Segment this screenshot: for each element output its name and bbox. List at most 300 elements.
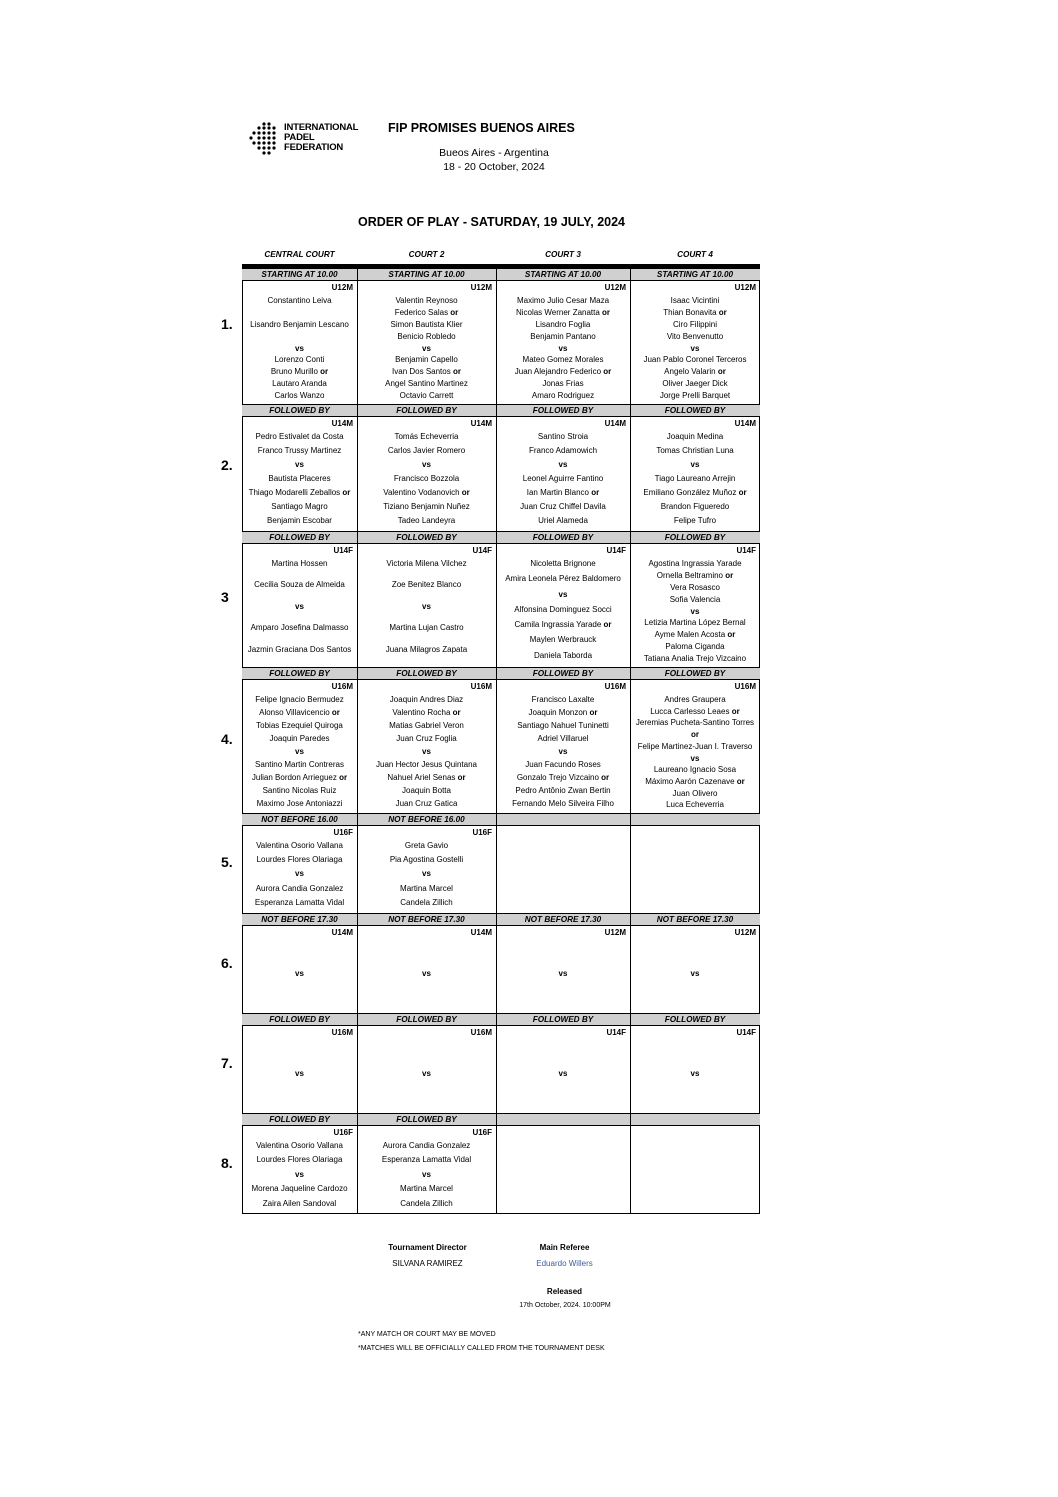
- player-name: Brandon Figueredo: [660, 502, 730, 511]
- player-name: Zoe Benitez Blanco: [391, 580, 462, 590]
- player-name: Tobias Ezequiel Quiroga: [256, 721, 343, 730]
- or-label: or: [342, 488, 351, 497]
- player-name: Aurora Candia Gonzalez: [382, 1141, 471, 1150]
- player-name: Joaquin Andres Diaz: [389, 695, 464, 704]
- player-name: Lucca Carlesso Leaes or: [650, 706, 740, 716]
- player-name: Francisco Bozzola: [393, 474, 460, 483]
- match-category: U14M: [470, 928, 492, 937]
- match-cell: [630, 431, 760, 529]
- player-name: Cecilia Souza de Almeida: [254, 580, 345, 590]
- player-name: Zaira Ailen Sandoval: [262, 1198, 337, 1208]
- player-name: Tomas Christian Luna: [656, 446, 734, 455]
- match-category: U16M: [331, 682, 353, 691]
- versus-label: vs: [422, 968, 431, 978]
- or-label: or: [452, 367, 461, 377]
- director-name: SILVANA RAMIREZ: [392, 1259, 463, 1268]
- player-name: Valentina Osorio Vallana: [256, 841, 343, 850]
- player-name: or: [691, 730, 699, 740]
- player-name: Tatiana Analia Trejo Vizcaino: [643, 654, 747, 664]
- match-cell: [242, 1040, 357, 1111]
- player-name: Greta Gavio: [404, 841, 449, 850]
- or-label: or: [601, 773, 610, 782]
- player-name: Luca Echeverria: [666, 800, 724, 810]
- player-name: Carlos Javier Romero: [387, 446, 466, 455]
- slot-band-row: [242, 667, 760, 680]
- versus-label: vs: [422, 747, 431, 756]
- player-name: Benjamin Escobar: [267, 516, 332, 525]
- match-category: U14F: [606, 546, 626, 555]
- versus-label: vs: [690, 343, 700, 353]
- tournament-location-block: [380, 146, 608, 174]
- player-name: Ayme Malen Acosta or: [654, 630, 736, 640]
- slot-start-label: FOLLOWED BY: [269, 1015, 330, 1024]
- match-cell: [496, 431, 630, 529]
- slot-start-label: NOT BEFORE 16.00: [388, 815, 465, 824]
- player-name: Maximo Jose Antoniazzi: [256, 799, 343, 808]
- versus-label: vs: [690, 968, 700, 978]
- player-name: Lisandro Foglia: [535, 319, 591, 329]
- player-name: Constantino Leiva: [267, 296, 332, 305]
- slot-number: 5.: [221, 854, 233, 870]
- player-name: Letizia Martina López Bernal: [644, 618, 746, 628]
- slot-number: 1.: [221, 316, 233, 332]
- match-cell: [357, 558, 496, 665]
- logo-line: PADEL: [284, 132, 315, 143]
- or-label: or: [603, 620, 612, 630]
- player-name: Esperanza Lamatta Vidal: [381, 1155, 472, 1165]
- versus-label: vs: [558, 1068, 568, 1078]
- match-category: U16F: [472, 1128, 492, 1137]
- referee-name: Eduardo Willers: [536, 1259, 593, 1268]
- slot-start-label: FOLLOWED BY: [532, 1015, 594, 1024]
- player-name: Juan Cruz Gatica: [395, 799, 458, 808]
- match-category: U12M: [604, 283, 626, 292]
- released-value: 17th October, 2024. 10:00PM: [519, 1302, 611, 1309]
- match-category: U14M: [331, 419, 353, 428]
- match-cell: [630, 1140, 760, 1212]
- player-name: Martina Hossen: [271, 559, 328, 568]
- or-label: or: [725, 570, 734, 580]
- match-cell: [496, 558, 630, 665]
- footer-note-2: *MATCHES WILL BE OFFICIALLY CALLED FROM THE TOURNAMENT DESK: [358, 1345, 605, 1352]
- match-cell: [630, 1040, 760, 1111]
- or-label: or: [603, 367, 612, 377]
- match-cell: [630, 840, 760, 911]
- player-name: Julian Bordon Arrieguez or: [251, 773, 348, 782]
- player-name: Santino Nicolas Ruiz: [262, 786, 337, 795]
- player-name: Lisandro Benjamin Lescano: [250, 319, 349, 329]
- slot-start-label: FOLLOWED BY: [664, 533, 726, 542]
- or-label: or: [320, 367, 329, 377]
- or-label: or: [718, 307, 727, 317]
- player-name: Agostina Ingrassia Yarade: [648, 559, 742, 568]
- player-name: Juana Milagros Zapata: [385, 644, 468, 654]
- player-name: Fernando Melo Silveira Filho: [512, 799, 614, 808]
- match-category: U12M: [604, 928, 626, 937]
- match-cell: [357, 940, 496, 1011]
- slot-band-row: [242, 268, 760, 281]
- slot-band-row: [242, 1013, 760, 1026]
- player-name: Valentino Vodanovich or: [383, 488, 470, 497]
- match-category: U12M: [734, 928, 756, 937]
- match-cell: [496, 295, 630, 402]
- player-name: Felipe Martinez-Juan I. Traverso: [637, 741, 753, 751]
- slot-band-row: [242, 813, 760, 826]
- slot-start-label: [630, 814, 760, 825]
- match-cell: [357, 694, 496, 811]
- referee-label: Main Referee: [539, 1243, 590, 1252]
- player-name: Joaquin Monzon or: [528, 708, 598, 717]
- player-name: Candela Zillich: [400, 1198, 453, 1208]
- player-name: Benicio Robledo: [397, 331, 456, 341]
- slot-start-label: FOLLOWED BY: [269, 1115, 330, 1124]
- match-cell: [496, 1040, 630, 1111]
- player-name: Tomás Echeverria: [394, 432, 459, 441]
- slot-start-label: [496, 814, 630, 825]
- player-name: Aurora Candia Gonzalez: [255, 883, 344, 893]
- player-name: Lautaro Aranda: [272, 379, 327, 389]
- player-name: Lourdes Flores Olariaga: [256, 1155, 343, 1165]
- player-name: Nicoletta Brignone: [530, 559, 596, 568]
- player-name: Santiago Nahuel Tuninetti: [517, 721, 609, 730]
- match-cell: [630, 940, 760, 1011]
- slot-start-label: FOLLOWED BY: [664, 406, 726, 415]
- order-of-play-heading: ORDER OF PLAY - SATURDAY, 19 JULY, 2024: [358, 215, 625, 229]
- slot-start-label: FOLLOWED BY: [532, 533, 594, 542]
- court-header-central: CENTRAL COURT: [264, 250, 335, 259]
- player-name: Jorge Prelli Barquet: [659, 391, 731, 401]
- player-name: Felipe Tufro: [673, 516, 717, 525]
- player-name: Valentina Osorio Vallana: [256, 1141, 343, 1150]
- versus-label: vs: [422, 601, 431, 611]
- match-cell: [630, 694, 760, 811]
- slot-start-label: [630, 1114, 760, 1125]
- versus-label: vs: [295, 747, 304, 756]
- player-name: Andres Graupera: [664, 695, 726, 704]
- or-label: or: [731, 706, 740, 716]
- player-name: Martina Marcel: [400, 1184, 453, 1194]
- slot-start-label: FOLLOWED BY: [396, 669, 457, 678]
- match-cell: [242, 295, 357, 402]
- player-name: Thian Bonavita or: [663, 307, 727, 317]
- player-name: Franco Trussy Martinez: [257, 446, 342, 455]
- or-label: or: [736, 776, 745, 786]
- player-name: Bautista Placeres: [268, 474, 331, 483]
- match-category: U14M: [331, 928, 353, 937]
- or-label: or: [727, 630, 736, 640]
- versus-label: vs: [422, 343, 431, 353]
- versus-label: vs: [690, 460, 700, 469]
- slot-band-row: [242, 531, 760, 544]
- player-name: Bruno Murillo or: [270, 367, 329, 377]
- match-category: U14M: [604, 419, 626, 428]
- slot-start-label: NOT BEFORE 17.30: [388, 915, 465, 924]
- versus-label: vs: [690, 1068, 700, 1078]
- player-name: Angelo Valarin or: [664, 367, 726, 377]
- slot-start-label: FOLLOWED BY: [664, 1015, 726, 1024]
- slot-band-row: [242, 404, 760, 417]
- player-name: Simon Bautista Klier: [390, 319, 463, 329]
- slot-start-label: FOLLOWED BY: [532, 406, 594, 415]
- match-cell: [630, 295, 760, 402]
- tournament-location: Bueos Aires - Argentina: [439, 147, 549, 159]
- slot-number: 2.: [221, 457, 233, 473]
- match-category: U14F: [472, 546, 492, 555]
- player-name: Juan Olivero: [672, 788, 718, 798]
- match-cell: [357, 840, 496, 911]
- player-name: Esperanza Lamatta Vidal: [254, 897, 345, 907]
- player-name: Matias Gabriel Veron: [389, 721, 464, 730]
- match-cell: [242, 694, 357, 811]
- slot-start-label: FOLLOWED BY: [269, 669, 330, 678]
- slot-start-label: FOLLOWED BY: [532, 669, 594, 678]
- player-name: Jazmin Graciana Dos Santos: [247, 644, 352, 654]
- match-cell: [496, 840, 630, 911]
- versus-label: vs: [295, 869, 304, 879]
- versus-label: vs: [422, 869, 431, 879]
- player-name: Máximo Aarón Cazenave or: [645, 776, 745, 786]
- player-name: Angel Santino Martinez: [385, 379, 468, 389]
- player-name: Pedro Estivalet da Costa: [255, 432, 344, 441]
- player-name: Sofia Valencia: [669, 594, 721, 604]
- match-cell: [357, 1140, 496, 1212]
- player-name: Thiago Modarelli Zeballos or: [248, 488, 351, 497]
- tournament-dates: 18 - 20 October, 2024: [443, 161, 545, 173]
- player-name: Valentino Rocha or: [392, 708, 461, 717]
- player-name: Alonso Villavicencio or: [259, 708, 340, 717]
- match-cell: [242, 558, 357, 665]
- or-label: or: [717, 367, 726, 377]
- versus-label: vs: [558, 460, 568, 469]
- match-category: U12M: [470, 283, 492, 292]
- or-label: or: [738, 488, 747, 497]
- slot-start-label: FOLLOWED BY: [396, 533, 457, 542]
- player-name: Maylen Werbrauck: [529, 635, 597, 645]
- player-name: Emiliano González Muñoz or: [643, 488, 747, 497]
- logo-line: INTERNATIONAL: [284, 122, 359, 133]
- or-label: or: [457, 773, 466, 782]
- court-header-4: COURT 4: [677, 250, 713, 259]
- player-name: Paloma Ciganda: [665, 642, 725, 652]
- slot-start-label: STARTING AT 10.00: [656, 270, 734, 279]
- versus-label: vs: [295, 1169, 304, 1179]
- player-name: Ciro Filippini: [672, 319, 717, 329]
- match-category: U16M: [734, 682, 756, 691]
- player-name: Martina Lujan Castro: [389, 623, 464, 633]
- player-name: Joaquin Botta: [402, 786, 451, 795]
- player-name: Valentin Reynoso: [395, 296, 458, 305]
- match-cell: [242, 840, 357, 911]
- match-category: U14F: [736, 1028, 756, 1037]
- player-name: Benjamin Capello: [395, 355, 458, 365]
- player-name: Gonzalo Trejo Vizcaino or: [516, 773, 610, 782]
- match-category: U16M: [470, 682, 492, 691]
- slot-start-label: NOT BEFORE 17.30: [524, 915, 602, 924]
- versus-label: vs: [295, 460, 304, 469]
- player-name: Nicolas Werner Zanatta or: [515, 307, 611, 317]
- slot-number: 8.: [221, 1155, 233, 1171]
- slot-band-row: [242, 1113, 760, 1126]
- match-cell: [242, 940, 357, 1011]
- player-name: Juan Alejandro Federico or: [514, 367, 612, 377]
- player-name: Juan Pablo Coronel Terceros: [643, 355, 747, 365]
- player-name: Ian Martin Blanco or: [526, 488, 600, 497]
- player-name: Maximo Julio Cesar Maza: [516, 296, 610, 305]
- player-name: Lourdes Flores Olariaga: [256, 855, 343, 865]
- fip-logo: [248, 120, 358, 160]
- slot-start-label: FOLLOWED BY: [396, 406, 457, 415]
- or-label: or: [461, 488, 470, 497]
- player-name: Daniela Taborda: [533, 650, 593, 660]
- match-category: U14M: [470, 419, 492, 428]
- player-name: Leonel Aguirre Fantino: [522, 474, 604, 483]
- player-name: Santino Stroia: [537, 432, 589, 441]
- player-name: Tiziano Benjamin Nuñez: [383, 502, 470, 511]
- player-name: Juan Cruz Foglia: [396, 734, 457, 743]
- versus-label: vs: [558, 968, 568, 978]
- slot-start-label: STARTING AT 10.00: [261, 270, 338, 279]
- match-cell: [496, 1140, 630, 1212]
- player-name: Octavio Carrett: [399, 391, 454, 401]
- match-category: U12M: [331, 283, 353, 292]
- versus-label: vs: [422, 1169, 431, 1179]
- player-name: Ornella Beltramino or: [656, 570, 734, 580]
- match-category: U12M: [734, 283, 756, 292]
- match-category: U16F: [333, 828, 353, 837]
- slot-start-label: FOLLOWED BY: [269, 406, 330, 415]
- player-name: Juan Cruz Chiffel Davila: [520, 502, 606, 511]
- player-name: Isaac Vicintini: [670, 296, 720, 305]
- player-name: Mateo Gomez Morales: [522, 355, 604, 365]
- versus-label: vs: [690, 606, 700, 616]
- match-category: U16F: [472, 828, 492, 837]
- player-name: Santiago Magro: [271, 502, 328, 511]
- logo-line: FEDERATION: [284, 142, 344, 153]
- slot-number: 4.: [221, 731, 233, 747]
- versus-label: vs: [295, 343, 304, 353]
- player-name: Morena Jaqueline Cardozo: [251, 1184, 348, 1194]
- player-name: Benjamin Pantano: [530, 331, 596, 341]
- grid-bottom-rule: [242, 1213, 760, 1214]
- versus-label: vs: [422, 1068, 431, 1078]
- versus-label: vs: [295, 1068, 304, 1078]
- player-name: Camila Ingrassia Yarade or: [514, 620, 612, 630]
- court-header-2: COURT 2: [408, 250, 445, 259]
- player-name: Uriel Alameda: [538, 516, 588, 525]
- or-label: or: [339, 773, 348, 782]
- court-header-3: COURT 3: [545, 250, 581, 259]
- or-label: or: [591, 488, 600, 497]
- match-category: U16M: [331, 1028, 353, 1037]
- match-cell: [496, 940, 630, 1011]
- match-cell: [357, 295, 496, 402]
- player-name: Joaquin Medina: [666, 432, 724, 441]
- versus-label: vs: [558, 343, 568, 353]
- director-label: Tournament Director: [388, 1243, 467, 1252]
- footer-note-1: *ANY MATCH OR COURT MAY BE MOVED: [358, 1331, 496, 1338]
- player-name: Jonas Frias: [542, 379, 584, 389]
- player-name: Franco Adamowich: [528, 446, 598, 455]
- slot-start-label: NOT BEFORE 16.00: [261, 815, 338, 824]
- versus-label: vs: [558, 747, 568, 756]
- match-cell: [242, 1140, 357, 1212]
- slot-number: 6.: [221, 955, 233, 971]
- match-category: U16F: [333, 1128, 353, 1137]
- or-label: or: [331, 708, 340, 717]
- match-cell: [357, 1040, 496, 1111]
- match-category: U14F: [736, 546, 756, 555]
- player-name: Alfonsina Dominguez Socci: [514, 604, 612, 614]
- match-category: U16M: [604, 682, 626, 691]
- player-name: Francisco Laxalte: [531, 695, 595, 704]
- slot-start-label: NOT BEFORE 17.30: [656, 915, 734, 924]
- player-name: Santino Martin Contreras: [255, 760, 344, 769]
- or-label: or: [452, 708, 461, 717]
- player-name: Federico Salas or: [394, 307, 459, 317]
- versus-label: vs: [690, 753, 700, 763]
- player-name: Lorenzo Conti: [274, 355, 325, 365]
- or-label: or: [602, 307, 611, 317]
- player-name: Amparo Josefina Dalmasso: [250, 623, 349, 633]
- match-category: U14M: [734, 419, 756, 428]
- player-name: Carlos Wanzo: [274, 391, 325, 401]
- player-name: Jeremias Pucheta-Santino Torres: [635, 718, 755, 728]
- slot-start-label: FOLLOWED BY: [396, 1115, 457, 1124]
- slot-start-label: FOLLOWED BY: [396, 1015, 457, 1024]
- player-name: Ivan Dos Santos or: [392, 367, 461, 377]
- player-name: Vera Rosasco: [670, 582, 720, 592]
- player-name: Laureano Ignacio Sosa: [653, 765, 737, 775]
- player-name: Amaro Rodriguez: [531, 391, 595, 401]
- slot-start-label: NOT BEFORE 17.30: [261, 915, 338, 924]
- player-name: Pedro Antônio Zwan Bertin: [515, 786, 611, 795]
- or-label: or: [450, 307, 459, 317]
- match-category: U14F: [606, 1028, 626, 1037]
- player-name: Amira Leonela Pérez Baldomero: [505, 574, 621, 584]
- player-name: Felipe Ignacio Bermudez: [255, 695, 344, 704]
- released-label: Released: [546, 1287, 583, 1296]
- player-name: Vito Benvenutto: [666, 331, 724, 341]
- player-name: Tiago Laureano Arrejin: [654, 474, 736, 483]
- slot-start-label: STARTING AT 10.00: [388, 270, 465, 279]
- fip-logo-icon: [248, 120, 280, 158]
- player-name: Martina Marcel: [400, 883, 453, 893]
- player-name: Juan Facundo Roses: [525, 760, 601, 769]
- player-name: Adriel Villaruel: [537, 734, 589, 743]
- player-name: Nahuel Ariel Senas or: [387, 773, 466, 782]
- player-name: Oliver Jaeger Dick: [662, 379, 728, 389]
- slot-number: 7.: [221, 1055, 233, 1071]
- match-category: U16M: [470, 1028, 492, 1037]
- match-cell: [496, 694, 630, 811]
- tournament-title: FIP PROMISES BUENOS AIRES: [388, 121, 575, 135]
- player-name: Tadeo Landeyra: [397, 516, 456, 525]
- player-name: Juan Hector Jesus Quintana: [376, 760, 477, 769]
- slot-start-label: FOLLOWED BY: [269, 533, 330, 542]
- slot-band-row: [242, 913, 760, 926]
- player-name: Joaquin Paredes: [269, 734, 330, 743]
- player-name: Victoria Milena Vilchez: [386, 559, 467, 568]
- versus-label: vs: [558, 589, 568, 599]
- versus-label: vs: [295, 968, 304, 978]
- slot-number: 3: [221, 589, 229, 605]
- versus-label: vs: [422, 460, 431, 469]
- match-cell: [242, 431, 357, 529]
- versus-label: vs: [295, 601, 304, 611]
- slot-start-label: FOLLOWED BY: [664, 669, 726, 678]
- slot-start-label: STARTING AT 10.00: [524, 270, 602, 279]
- match-cell: [630, 558, 760, 665]
